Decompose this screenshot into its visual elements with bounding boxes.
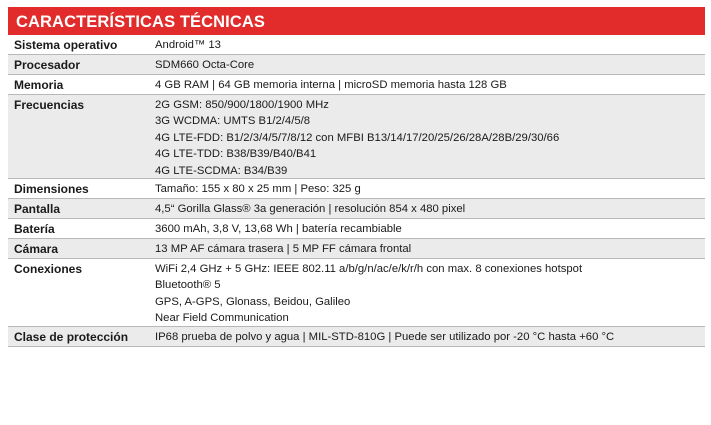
spec-value [155,97,705,179]
spec-label: Cámara [14,241,59,256]
spec-row [8,199,705,219]
spec-value-line: 4,5“ Gorilla Glass® 3a generación | resolución 854 x 480 pixel [155,202,466,215]
spec-value-line: 3G WCDMA: UMTS B1/2/4/5/8 [155,115,311,128]
spec-value [155,39,705,51]
spec-value-line: Tamaño: 155 x 80 x 25 mm | Peso: 325 g [155,182,361,195]
spec-value-line: Android™ 13 [155,38,221,51]
spec-sheet [8,7,705,347]
spec-value-line: WiFi 2,4 GHz + 5 GHz: IEEE 802.11 a/b/g/n/ac/e/k/r/h con max. 8 conexiones hotspot [155,263,583,275]
spec-value [155,243,705,255]
spec-value [155,79,705,91]
spec-value-line: 3600 mAh, 3,8 V, 13,68 Wh | batería recambiable [155,222,402,235]
spec-value [155,183,705,195]
spec-value-line: SDM660 Octa-Core [155,58,255,71]
spec-row [8,259,705,327]
spec-label: Conexiones [14,262,83,276]
spec-label: Sistema operativo [14,37,118,52]
spec-row [8,219,705,239]
spec-value [155,203,705,215]
section-header [8,7,705,35]
spec-label: Pantalla [14,201,61,216]
spec-value-line: 4G LTE-SCDMA: B34/B39 [155,164,288,177]
spec-value [155,331,705,343]
spec-row [8,327,705,347]
spec-row [8,95,705,179]
spec-row [8,239,705,259]
spec-label: Frecuencias [14,98,85,112]
spec-row [8,75,705,95]
spec-value-line: 4G LTE-FDD: B1/2/3/4/5/7/8/12 con MFBI B13/14/17/20/25/26/28A/28B/29/30/66 [155,131,560,144]
spec-value-line: 13 MP AF cámara trasera | 5 MP FF cámara frontal [155,242,412,255]
spec-value-line: 2G GSM: 850/900/1800/1900 MHz [155,99,329,111]
spec-value [155,59,705,71]
spec-value-line: IP68 prueba de polvo y agua | MIL-STD-810G | Puede ser utilizado por -20 °C hasta +60 °C [155,330,615,343]
spec-value-line: 4G LTE-TDD: B38/B39/B40/B41 [155,148,317,161]
spec-value-line: GPS, A-GPS, Glonass, Beidou, Galileo [155,295,351,308]
spec-value [155,261,705,327]
spec-label: Dimensiones [14,181,89,196]
spec-value-line: Bluetooth® 5 [155,279,221,292]
spec-value-line: Near Field Communication [155,312,289,325]
section-title: CARACTERÍSTICAS TÉCNICAS [16,13,265,31]
spec-label: Memoria [14,77,64,92]
spec-label: Procesador [14,57,81,72]
spec-row [8,35,705,55]
spec-label: Clase de protección [14,329,129,344]
spec-value [155,223,705,235]
spec-row [8,55,705,75]
spec-value-line: 4 GB RAM | 64 GB memoria interna | microSD memoria hasta 128 GB [155,78,507,91]
spec-table [8,35,705,347]
spec-label: Batería [14,221,55,236]
spec-row [8,179,705,199]
